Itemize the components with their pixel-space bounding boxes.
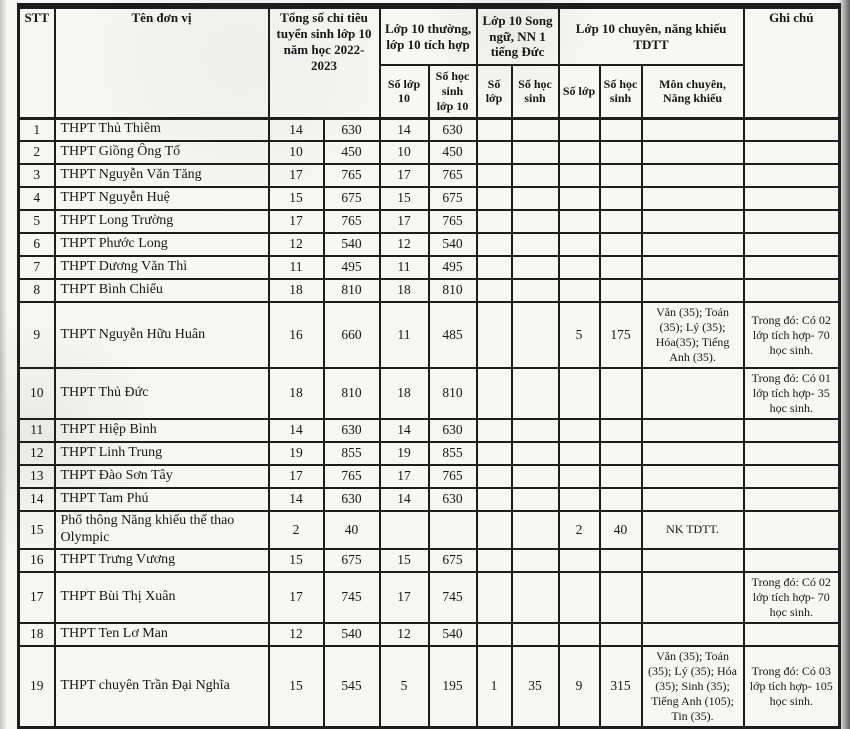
specialized-students-cell: 40: [600, 511, 642, 549]
total-quota-classes-cell: 10: [269, 141, 324, 164]
regular-students-cell: 810: [429, 368, 477, 419]
total-quota-students-cell: 495: [324, 256, 380, 279]
table-row: [19, 118, 840, 141]
specialized-students-cell: [600, 488, 642, 511]
regular-students-cell: 810: [429, 279, 477, 302]
total-quota-students-cell: 450: [324, 141, 380, 164]
table-body: [19, 118, 840, 729]
school-name-cell: THPT Đào Sơn Tây: [55, 465, 269, 488]
school-name-cell: THPT Ten Lơ Man: [55, 623, 269, 646]
total-quota-classes-cell: 16: [269, 302, 324, 368]
stt-cell: 19: [19, 646, 55, 728]
bilingual-students-cell: [512, 549, 559, 572]
regular-classes-cell: 14: [380, 419, 429, 442]
regular-classes-cell: 5: [380, 646, 429, 728]
specialized-classes-cell: [559, 141, 600, 164]
specialized-students-cell: [600, 465, 642, 488]
specialized-students-cell: [600, 210, 642, 233]
header-bilingual-group: Lớp 10 Song ngữ, NN 1 tiếng Đức: [477, 6, 559, 65]
table-header: [19, 6, 840, 118]
scan-edge-left: [0, 0, 8, 729]
specialized-subjects-cell: [642, 488, 744, 511]
specialized-classes-cell: [559, 118, 600, 141]
stt-cell: 1: [19, 118, 55, 141]
specialized-subjects-cell: [642, 368, 744, 419]
header-school-name: Tên đơn vị: [55, 6, 269, 118]
stt-cell: 14: [19, 488, 55, 511]
specialized-students-cell: [600, 572, 642, 623]
header-specialized-classes: Số lớp: [559, 65, 600, 118]
regular-students-cell: 675: [429, 549, 477, 572]
regular-classes-cell: 17: [380, 465, 429, 488]
total-quota-students-cell: 540: [324, 233, 380, 256]
regular-students-cell: 195: [429, 646, 477, 728]
bilingual-students-cell: [512, 210, 559, 233]
header-specialized-group: Lớp 10 chuyên, năng khiếu TDTT: [559, 6, 744, 65]
regular-students-cell: 765: [429, 210, 477, 233]
bilingual-students-cell: [512, 442, 559, 465]
specialized-students-cell: 175: [600, 302, 642, 368]
school-name-cell: THPT Dương Văn Thì: [55, 256, 269, 279]
table-row: [19, 419, 840, 442]
total-quota-students-cell: 810: [324, 279, 380, 302]
specialized-classes-cell: [559, 233, 600, 256]
regular-students-cell: 675: [429, 187, 477, 210]
header-regular-classes: Số lớp 10: [380, 65, 429, 118]
table-row: [19, 511, 840, 549]
bilingual-students-cell: [512, 187, 559, 210]
regular-classes-cell: 18: [380, 279, 429, 302]
specialized-students-cell: [600, 164, 642, 187]
stt-cell: 6: [19, 233, 55, 256]
specialized-subjects-cell: [642, 187, 744, 210]
total-quota-students-cell: 765: [324, 210, 380, 233]
bilingual-classes-cell: [477, 210, 512, 233]
note-cell: Trong đó: Có 03 lớp tích hợp- 105 học sinh.: [744, 646, 840, 728]
specialized-subjects-cell: [642, 233, 744, 256]
school-name-cell: THPT Linh Trung: [55, 442, 269, 465]
note-cell: [744, 256, 840, 279]
specialized-classes-cell: [559, 187, 600, 210]
specialized-subjects-cell: [642, 549, 744, 572]
regular-classes-cell: 17: [380, 572, 429, 623]
regular-students-cell: [429, 511, 477, 549]
bilingual-students-cell: [512, 488, 559, 511]
total-quota-students-cell: 675: [324, 549, 380, 572]
table-row: [19, 141, 840, 164]
specialized-classes-cell: [559, 256, 600, 279]
specialized-subjects-cell: Văn (35); Toán (35); Lý (35); Hóa(35); Tiếng Anh (35).: [642, 302, 744, 368]
regular-classes-cell: 17: [380, 210, 429, 233]
note-cell: [744, 623, 840, 646]
bilingual-classes-cell: [477, 572, 512, 623]
header-regular-group: Lớp 10 thường, lớp 10 tích hợp: [380, 6, 477, 65]
specialized-classes-cell: 9: [559, 646, 600, 728]
enrollment-quota-table: [17, 3, 841, 729]
regular-students-cell: 540: [429, 623, 477, 646]
total-quota-students-cell: 540: [324, 623, 380, 646]
school-name-cell: THPT chuyên Trần Đại Nghĩa: [55, 646, 269, 728]
total-quota-students-cell: 765: [324, 465, 380, 488]
specialized-classes-cell: [559, 488, 600, 511]
stt-cell: 7: [19, 256, 55, 279]
bilingual-classes-cell: [477, 302, 512, 368]
note-cell: [744, 164, 840, 187]
specialized-classes-cell: [559, 442, 600, 465]
specialized-classes-cell: [559, 419, 600, 442]
stt-cell: 12: [19, 442, 55, 465]
total-quota-students-cell: 40: [324, 511, 380, 549]
regular-classes-cell: 15: [380, 187, 429, 210]
header-regular-students: Số học sinh lớp 10: [429, 65, 477, 118]
bilingual-classes-cell: [477, 118, 512, 141]
total-quota-classes-cell: 17: [269, 210, 324, 233]
specialized-subjects-cell: [642, 442, 744, 465]
specialized-subjects-cell: NK TDTT.: [642, 511, 744, 549]
regular-students-cell: 630: [429, 118, 477, 141]
total-quota-classes-cell: 14: [269, 419, 324, 442]
stt-cell: 11: [19, 419, 55, 442]
specialized-students-cell: [600, 442, 642, 465]
bilingual-students-cell: [512, 164, 559, 187]
regular-classes-cell: 11: [380, 302, 429, 368]
header-bilingual-classes: Số lớp: [477, 65, 512, 118]
total-quota-students-cell: 765: [324, 164, 380, 187]
stt-cell: 2: [19, 141, 55, 164]
specialized-students-cell: [600, 623, 642, 646]
note-cell: [744, 141, 840, 164]
bilingual-classes-cell: [477, 465, 512, 488]
specialized-subjects-cell: [642, 465, 744, 488]
specialized-students-cell: [600, 279, 642, 302]
note-cell: Trong đó: Có 02 lớp tích hợp- 70 học sinh.: [744, 572, 840, 623]
school-name-cell: Phổ thông Năng khiếu thể thao Olympic: [55, 511, 269, 549]
specialized-students-cell: [600, 118, 642, 141]
table-row: [19, 646, 840, 728]
specialized-subjects-cell: [642, 210, 744, 233]
stt-cell: 16: [19, 549, 55, 572]
school-name-cell: THPT Long Trường: [55, 210, 269, 233]
bilingual-students-cell: [512, 302, 559, 368]
stt-cell: 17: [19, 572, 55, 623]
stt-cell: 18: [19, 623, 55, 646]
table-row: [19, 549, 840, 572]
note-cell: [744, 488, 840, 511]
stt-cell: 9: [19, 302, 55, 368]
note-cell: [744, 233, 840, 256]
total-quota-students-cell: 545: [324, 646, 380, 728]
school-name-cell: THPT Tam Phú: [55, 488, 269, 511]
table-row: [19, 442, 840, 465]
total-quota-classes-cell: 14: [269, 118, 324, 141]
regular-students-cell: 745: [429, 572, 477, 623]
total-quota-classes-cell: 17: [269, 465, 324, 488]
total-quota-classes-cell: 2: [269, 511, 324, 549]
total-quota-students-cell: 810: [324, 368, 380, 419]
header-total-quota: Tổng số chỉ tiêu tuyển sinh lớp 10 năm học 2022-2023: [269, 6, 380, 118]
school-name-cell: THPT Nguyễn Hữu Huân: [55, 302, 269, 368]
regular-students-cell: 540: [429, 233, 477, 256]
table-row: [19, 623, 840, 646]
total-quota-students-cell: 660: [324, 302, 380, 368]
table-row: [19, 488, 840, 511]
total-quota-students-cell: 630: [324, 118, 380, 141]
bilingual-classes-cell: [477, 442, 512, 465]
note-cell: [744, 118, 840, 141]
header-bilingual-students: Số học sinh: [512, 65, 559, 118]
table-row: [19, 368, 840, 419]
regular-students-cell: 495: [429, 256, 477, 279]
bilingual-classes-cell: [477, 279, 512, 302]
school-name-cell: THPT Bình Chiểu: [55, 279, 269, 302]
specialized-classes-cell: [559, 164, 600, 187]
table-row: [19, 233, 840, 256]
specialized-classes-cell: [559, 368, 600, 419]
note-cell: [744, 279, 840, 302]
stt-cell: 4: [19, 187, 55, 210]
specialized-classes-cell: [559, 572, 600, 623]
specialized-subjects-cell: [642, 256, 744, 279]
school-name-cell: THPT Hiệp Bình: [55, 419, 269, 442]
regular-students-cell: 485: [429, 302, 477, 368]
note-cell: [744, 210, 840, 233]
bilingual-students-cell: [512, 279, 559, 302]
school-name-cell: THPT Nguyễn Huệ: [55, 187, 269, 210]
regular-classes-cell: 17: [380, 164, 429, 187]
total-quota-classes-cell: 18: [269, 368, 324, 419]
bilingual-classes-cell: [477, 368, 512, 419]
stt-cell: 10: [19, 368, 55, 419]
table-row: [19, 279, 840, 302]
header-specialized-subjects: Môn chuyên, Năng khiếu: [642, 65, 744, 118]
bilingual-classes-cell: [477, 511, 512, 549]
specialized-subjects-cell: [642, 141, 744, 164]
bilingual-students-cell: [512, 465, 559, 488]
specialized-subjects-cell: [642, 279, 744, 302]
total-quota-classes-cell: 15: [269, 187, 324, 210]
specialized-subjects-cell: [642, 623, 744, 646]
total-quota-classes-cell: 17: [269, 164, 324, 187]
bilingual-classes-cell: [477, 256, 512, 279]
specialized-students-cell: [600, 256, 642, 279]
specialized-classes-cell: 2: [559, 511, 600, 549]
specialized-classes-cell: 5: [559, 302, 600, 368]
table-row: [19, 164, 840, 187]
school-name-cell: THPT Phước Long: [55, 233, 269, 256]
regular-classes-cell: 14: [380, 488, 429, 511]
total-quota-classes-cell: 11: [269, 256, 324, 279]
specialized-students-cell: [600, 549, 642, 572]
bilingual-students-cell: [512, 572, 559, 623]
bilingual-classes-cell: [477, 164, 512, 187]
regular-classes-cell: 14: [380, 118, 429, 141]
regular-students-cell: 450: [429, 141, 477, 164]
specialized-subjects-cell: [642, 164, 744, 187]
regular-students-cell: 765: [429, 465, 477, 488]
specialized-students-cell: [600, 419, 642, 442]
stt-cell: 15: [19, 511, 55, 549]
specialized-students-cell: [600, 141, 642, 164]
table-row: [19, 465, 840, 488]
regular-classes-cell: 19: [380, 442, 429, 465]
regular-students-cell: 765: [429, 164, 477, 187]
specialized-students-cell: [600, 233, 642, 256]
bilingual-students-cell: [512, 233, 559, 256]
school-name-cell: THPT Giồng Ông Tố: [55, 141, 269, 164]
bilingual-students-cell: [512, 623, 559, 646]
specialized-students-cell: 315: [600, 646, 642, 728]
total-quota-classes-cell: 19: [269, 442, 324, 465]
regular-classes-cell: [380, 511, 429, 549]
specialized-students-cell: [600, 187, 642, 210]
stt-cell: 5: [19, 210, 55, 233]
specialized-classes-cell: [559, 210, 600, 233]
regular-students-cell: 630: [429, 488, 477, 511]
bilingual-classes-cell: [477, 419, 512, 442]
stt-cell: 13: [19, 465, 55, 488]
school-name-cell: THPT Trưng Vương: [55, 549, 269, 572]
total-quota-classes-cell: 15: [269, 646, 324, 728]
bilingual-students-cell: 35: [512, 646, 559, 728]
note-cell: [744, 549, 840, 572]
total-quota-classes-cell: 15: [269, 549, 324, 572]
regular-students-cell: 855: [429, 442, 477, 465]
total-quota-classes-cell: 18: [269, 279, 324, 302]
note-cell: [744, 511, 840, 549]
note-cell: Trong đó: Có 01 lớp tích hợp- 35 học sinh.: [744, 368, 840, 419]
stt-cell: 3: [19, 164, 55, 187]
total-quota-students-cell: 675: [324, 187, 380, 210]
bilingual-students-cell: [512, 118, 559, 141]
stt-cell: 8: [19, 279, 55, 302]
specialized-classes-cell: [559, 549, 600, 572]
header-specialized-students: Số học sinh: [600, 65, 642, 118]
bilingual-classes-cell: [477, 141, 512, 164]
bilingual-students-cell: [512, 419, 559, 442]
bilingual-students-cell: [512, 256, 559, 279]
bilingual-classes-cell: [477, 233, 512, 256]
bilingual-classes-cell: [477, 549, 512, 572]
specialized-students-cell: [600, 368, 642, 419]
regular-classes-cell: 11: [380, 256, 429, 279]
specialized-subjects-cell: [642, 118, 744, 141]
bilingual-students-cell: [512, 368, 559, 419]
total-quota-students-cell: 630: [324, 488, 380, 511]
regular-classes-cell: 15: [380, 549, 429, 572]
total-quota-classes-cell: 14: [269, 488, 324, 511]
total-quota-classes-cell: 12: [269, 233, 324, 256]
school-name-cell: THPT Bùi Thị Xuân: [55, 572, 269, 623]
total-quota-students-cell: 855: [324, 442, 380, 465]
total-quota-students-cell: 630: [324, 419, 380, 442]
total-quota-students-cell: 745: [324, 572, 380, 623]
table-row: [19, 210, 840, 233]
school-name-cell: THPT Thủ Thiêm: [55, 118, 269, 141]
regular-classes-cell: 10: [380, 141, 429, 164]
regular-students-cell: 630: [429, 419, 477, 442]
note-cell: [744, 465, 840, 488]
specialized-subjects-cell: [642, 419, 744, 442]
specialized-subjects-cell: [642, 572, 744, 623]
table-row: [19, 187, 840, 210]
bilingual-students-cell: [512, 511, 559, 549]
note-cell: [744, 187, 840, 210]
header-group-row: [19, 6, 840, 65]
header-note: Ghi chú: [744, 6, 840, 118]
total-quota-classes-cell: 17: [269, 572, 324, 623]
regular-classes-cell: 12: [380, 623, 429, 646]
specialized-classes-cell: [559, 279, 600, 302]
bilingual-classes-cell: [477, 623, 512, 646]
total-quota-classes-cell: 12: [269, 623, 324, 646]
specialized-classes-cell: [559, 465, 600, 488]
table-row: [19, 302, 840, 368]
header-stt: STT: [19, 6, 55, 118]
specialized-subjects-cell: Văn (35); Toán (35); Lý (35); Hóa (35); Sinh (35); Tiếng Anh (105); Tin (35).: [642, 646, 744, 728]
bilingual-students-cell: [512, 141, 559, 164]
regular-classes-cell: 18: [380, 368, 429, 419]
specialized-classes-cell: [559, 623, 600, 646]
school-name-cell: THPT Thủ Đức: [55, 368, 269, 419]
school-name-cell: THPT Nguyễn Văn Tăng: [55, 164, 269, 187]
table-row: [19, 572, 840, 623]
bilingual-classes-cell: [477, 187, 512, 210]
note-cell: Trong đó: Có 02 lớp tích hợp- 70 học sinh.: [744, 302, 840, 368]
note-cell: [744, 442, 840, 465]
note-cell: [744, 419, 840, 442]
bilingual-classes-cell: [477, 488, 512, 511]
bilingual-classes-cell: 1: [477, 646, 512, 728]
table-row: [19, 256, 840, 279]
regular-classes-cell: 12: [380, 233, 429, 256]
